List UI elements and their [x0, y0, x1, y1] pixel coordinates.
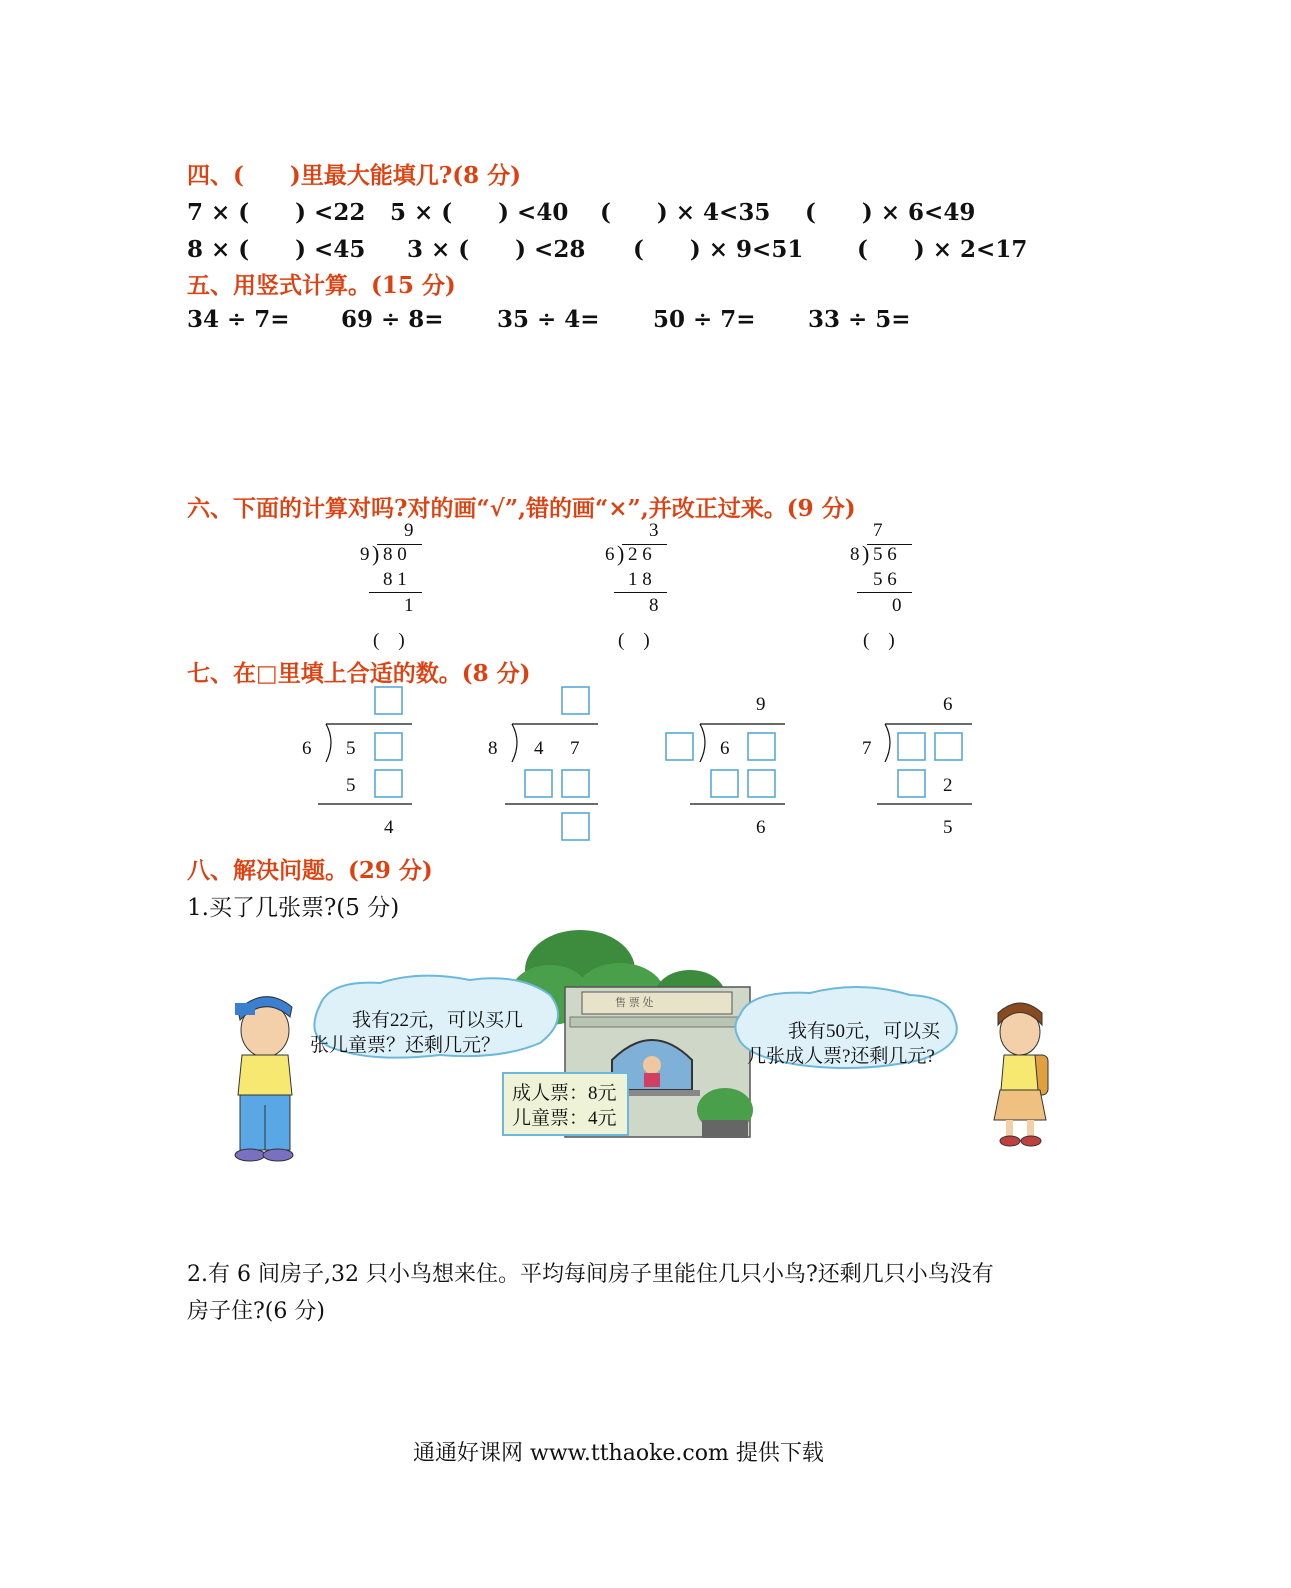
p3-remainder: 6 [756, 817, 766, 838]
p3-product-box-1 [711, 770, 738, 797]
left-bubble-line-2: 张儿童票？还剩几元？ [310, 1035, 501, 1056]
p1-bracket [326, 724, 331, 762]
s4-r2-q2: 3 × ( ) <28 [407, 236, 586, 263]
section4-title: 四、( )里最大能填几?(8 分) [187, 162, 522, 189]
p2-product-box-2 [562, 770, 589, 797]
p4-divisor: 7 [862, 738, 872, 759]
s4-r1-q4: ( ) × 6<49 [805, 199, 976, 226]
p2-dividend-1: 4 [534, 738, 544, 759]
s5-problem-5: 33 ÷ 5= [808, 306, 911, 333]
p1-dividend-box [375, 733, 402, 760]
s4-r1-q2: 5 × ( ) <40 [390, 199, 569, 226]
s4-r1-q1: 7 × ( ) <22 [187, 199, 366, 226]
p2-product-box-1 [525, 770, 552, 797]
s6-division-2 [600, 520, 680, 650]
divisor: 9 [360, 544, 370, 565]
answer-bracket[interactable]: ( ) [863, 630, 895, 651]
product: 8 1 [383, 569, 407, 590]
p1-remainder: 4 [384, 817, 394, 838]
price-child: 儿童票：4元 [512, 1108, 617, 1129]
p4-product-digit: 2 [943, 775, 953, 796]
p4-quotient: 6 [943, 694, 953, 715]
divisor: 8 [850, 544, 860, 565]
p3-divisor-box [666, 733, 693, 760]
right-bubble-line-2: 几张成人票?还剩几元? [747, 1046, 935, 1067]
p4-bracket [885, 724, 890, 762]
q1-text: 1.买了几张票?(5 分) [187, 895, 400, 921]
left-bubble-line-1: 我有22元，可以买几 [352, 1010, 524, 1031]
quotient: 3 [649, 520, 659, 541]
p4-dividend-box-2 [935, 733, 962, 760]
p4-dividend-box-1 [898, 733, 925, 760]
booth-sign: 售 票 处 [615, 997, 654, 1009]
remainder: 0 [892, 595, 902, 616]
p3-product-box-2 [748, 770, 775, 797]
dividend: 2 6 [628, 544, 652, 565]
s6-division-3 [845, 520, 925, 650]
q2-text-line-2: 房子住?(6 分) [187, 1299, 325, 1324]
s4-r1-q3: ( ) × 4<35 [600, 199, 771, 226]
subtract-line [369, 592, 422, 593]
product: 5 6 [873, 569, 897, 590]
dividend: 8 0 [383, 544, 407, 565]
girl-icon [994, 1003, 1048, 1146]
bracket: ) [617, 541, 625, 566]
quotient: 7 [873, 520, 883, 541]
s5-problem-3: 35 ÷ 4= [497, 306, 600, 333]
s5-problem-4: 50 ÷ 7= [653, 306, 756, 333]
boy-icon [235, 997, 293, 1161]
p1-product-box [375, 770, 402, 797]
p2-dividend-2: 7 [570, 738, 580, 759]
p2-remainder-box [562, 813, 589, 840]
dividend: 5 6 [873, 544, 897, 565]
divisor: 6 [605, 544, 615, 565]
s7-division-grid [280, 680, 1000, 850]
product: 1 8 [628, 569, 652, 590]
p1-quotient-box [375, 687, 402, 714]
right-bubble-line-1: 我有50元，可以买 [788, 1021, 941, 1042]
subtract-line [857, 592, 912, 593]
clerk-icon [643, 1056, 661, 1074]
p4-remainder: 5 [943, 817, 953, 838]
p3-quotient: 9 [756, 694, 766, 715]
p2-bracket [512, 724, 517, 762]
p3-dividend-box [748, 733, 775, 760]
price-adult: 成人票：8元 [512, 1083, 617, 1104]
answer-bracket[interactable]: ( ) [618, 630, 650, 651]
p3-dividend-digit: 6 [720, 738, 730, 759]
remainder: 1 [404, 595, 414, 616]
s6-division-1 [355, 520, 435, 650]
p1-divisor: 6 [302, 738, 312, 759]
bracket: ) [862, 541, 870, 566]
s4-r2-q3: ( ) × 9<51 [633, 236, 804, 263]
section6-title: 六、下面的计算对吗?对的画“√”,错的画“×”,并改正过来。(9 分) [187, 495, 856, 522]
subtract-line [614, 592, 667, 593]
s5-problem-2: 69 ÷ 8= [341, 306, 444, 333]
q2-text-line-1: 2.有 6 间房子,32 只小鸟想来住。平均每间房子里能住几只小鸟?还剩几只小鸟没有 [187, 1262, 994, 1287]
s4-r2-q4: ( ) × 2<17 [857, 236, 1028, 263]
remainder: 8 [649, 595, 659, 616]
p3-bracket [700, 724, 705, 762]
s5-problem-1: 34 ÷ 7= [187, 306, 290, 333]
bracket: ) [372, 541, 380, 566]
section5-title: 五、用竖式计算。(15 分) [187, 272, 456, 299]
p1-product-digit: 5 [346, 775, 356, 796]
p1-dividend-digit: 5 [346, 738, 356, 759]
s4-r2-q1: 8 × ( ) <45 [187, 236, 366, 263]
p2-divisor: 8 [488, 738, 498, 759]
section7-title: 七、在□里填上合适的数。(8 分) [187, 660, 531, 687]
answer-bracket[interactable]: ( ) [373, 630, 405, 651]
footer-text: 通通好课网 www.tthaoke.com 提供下载 [413, 1441, 824, 1466]
p2-quotient-box [562, 687, 589, 714]
p4-product-box [898, 770, 925, 797]
quotient: 9 [404, 520, 414, 541]
section8-title: 八、解决问题。(29 分) [187, 857, 433, 884]
